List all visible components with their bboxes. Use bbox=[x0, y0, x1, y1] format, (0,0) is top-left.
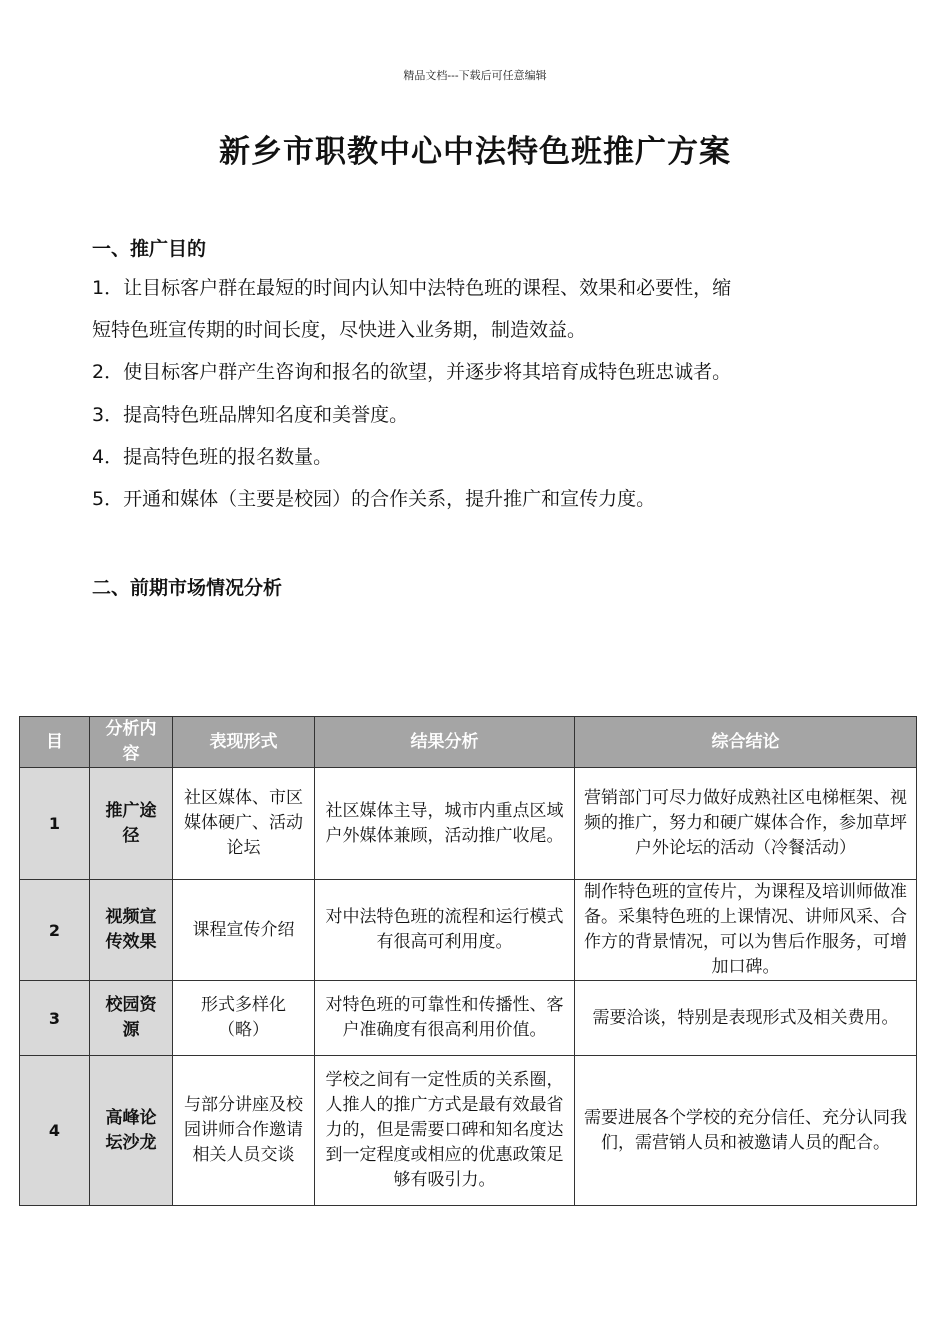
section2-heading: 二、前期市场情况分析 bbox=[92, 577, 283, 599]
row-result: 社区媒体主导，城市内重点区域户外媒体兼顾，活动推广收尾。 bbox=[315, 768, 575, 880]
row-conclusion: 制作特色班的宣传片，为课程及培训师做准备。采集特色班的上课情况、讲师风采、合作方的背景情况，可以为售后作服务，可增加口碑。 bbox=[575, 880, 917, 981]
row-index: 1 bbox=[20, 768, 90, 880]
row-analysis-content: 推广途径 bbox=[90, 768, 173, 880]
row-index: 4 bbox=[20, 1056, 90, 1206]
section1-heading: 一、推广目的 bbox=[92, 238, 207, 260]
section1-line-3: 2．使目标客户群产生咨询和报名的欲望，并逐步将其培育成特色班忠诚者。 bbox=[92, 361, 732, 383]
row-index: 3 bbox=[20, 981, 90, 1056]
row-analysis-content: 校园资源 bbox=[90, 981, 173, 1056]
header-result: 结果分析 bbox=[315, 717, 575, 768]
row-form: 社区媒体、市区媒体硬广、活动论坛 bbox=[173, 768, 315, 880]
table-row bbox=[20, 1056, 917, 1206]
section1-line-5: 4．提高特色班的报名数量。 bbox=[92, 446, 333, 468]
section1-line-6: 5．开通和媒体（主要是校园）的合作关系，提升推广和宣传力度。 bbox=[92, 488, 656, 510]
row-analysis-content: 视频宣传效果 bbox=[90, 880, 173, 981]
row-form: 与部分讲座及校园讲师合作邀请相关人员交谈 bbox=[173, 1056, 315, 1206]
document-title: 新乡市职教中心中法特色班推广方案 bbox=[219, 134, 731, 170]
section1-line-1: 1．让目标客户群在最短的时间内认知中法特色班的课程、效果和必要性，缩 bbox=[92, 277, 732, 299]
row-form: 课程宣传介绍 bbox=[173, 880, 315, 981]
table-row bbox=[20, 880, 917, 981]
row-index: 2 bbox=[20, 880, 90, 981]
table-row bbox=[20, 981, 917, 1056]
header-index: 目 bbox=[20, 717, 90, 768]
row-conclusion: 营销部门可尽力做好成熟社区电梯框架、视频的推广，努力和硬广媒体合作，参加草坪户外论坛的活动（冷餐活动） bbox=[575, 768, 917, 880]
row-result: 对特色班的可靠性和传播性、客户准确度有很高利用价值。 bbox=[315, 981, 575, 1056]
row-result: 学校之间有一定性质的关系圈，人推人的推广方式是最有效最省力的，但是需要口碑和知名度达到一定程度或相应的优惠政策足够有吸引力。 bbox=[315, 1056, 575, 1206]
header-analysis-content: 分析内容 bbox=[90, 717, 173, 768]
section1-line-2: 短特色班宣传期的时间长度，尽快进入业务期，制造效益。 bbox=[92, 319, 587, 341]
table-row bbox=[20, 768, 917, 880]
header-conclusion: 综合结论 bbox=[575, 717, 917, 768]
section1-line-4: 3．提高特色班品牌知名度和美誉度。 bbox=[92, 404, 409, 426]
row-form: 形式多样化（略） bbox=[173, 981, 315, 1056]
analysis-table bbox=[19, 716, 917, 1206]
table-header-row bbox=[20, 717, 917, 768]
row-result: 对中法特色班的流程和运行模式有很高可利用度。 bbox=[315, 880, 575, 981]
header-note: 精品文档---下载后可任意编辑 bbox=[403, 69, 547, 82]
row-conclusion: 需要洽谈，特别是表现形式及相关费用。 bbox=[575, 981, 917, 1056]
header-form: 表现形式 bbox=[173, 717, 315, 768]
row-analysis-content: 高峰论坛沙龙 bbox=[90, 1056, 173, 1206]
row-conclusion: 需要进展各个学校的充分信任、充分认同我们，需营销人员和被邀请人员的配合。 bbox=[575, 1056, 917, 1206]
